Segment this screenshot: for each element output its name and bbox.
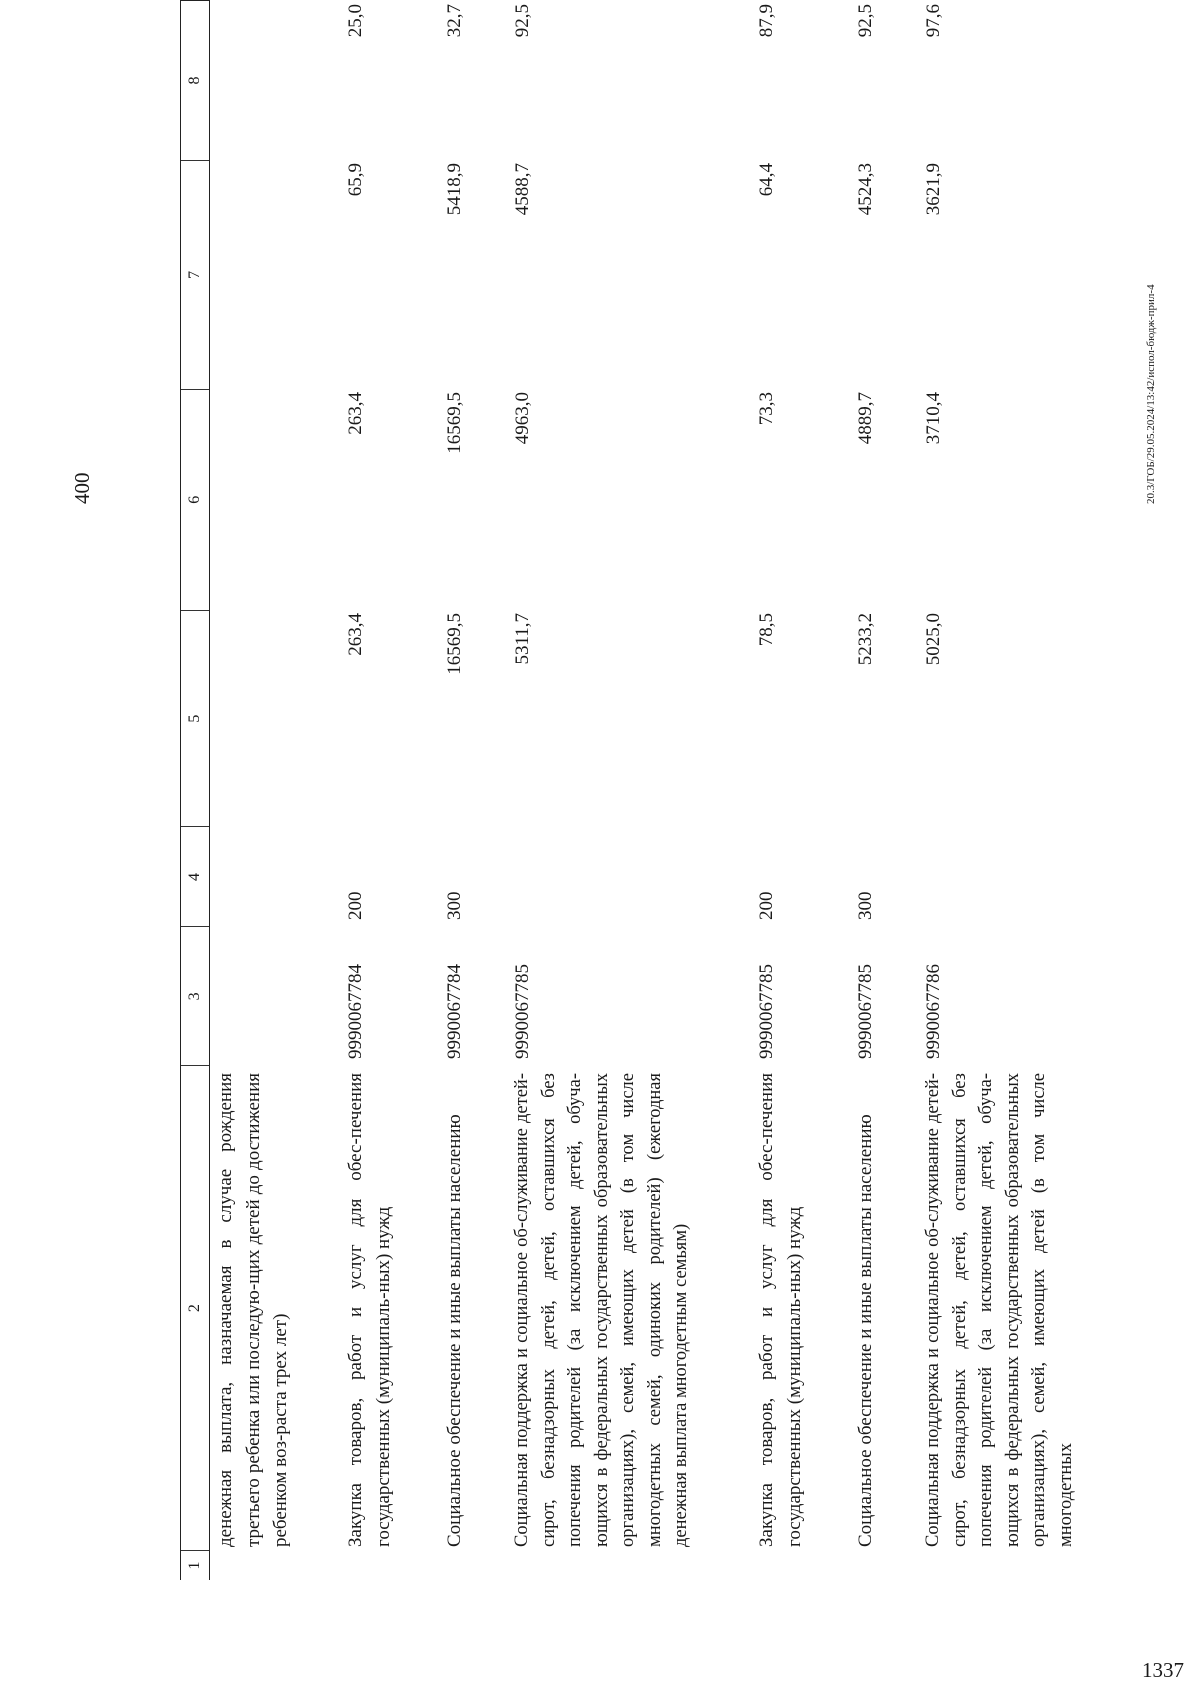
header-cell: 1	[181, 1550, 209, 1580]
cell-type: 200	[345, 891, 366, 920]
cell-value: 263,4	[345, 392, 366, 435]
cell-value: 16569,5	[444, 392, 465, 454]
cell-num	[852, 1550, 920, 1580]
cell-value: 5233,2	[855, 613, 876, 666]
table-row	[342, 0, 441, 1580]
header-cell: 2	[181, 1065, 209, 1550]
cell-code: 9990067784	[345, 964, 366, 1059]
table-row	[852, 0, 920, 1580]
table-row	[509, 0, 753, 1580]
table-row	[920, 0, 1120, 1580]
cell-type	[509, 826, 753, 926]
cell-type: 300	[444, 891, 465, 920]
table-row	[212, 0, 342, 1580]
cell-value: 5025,0	[923, 613, 944, 666]
cell-value: 73,3	[756, 392, 777, 426]
cell-value: 32,7	[444, 4, 465, 38]
cell-value: 4588,7	[512, 163, 533, 216]
cell-value	[212, 388, 342, 609]
cell-value: 263,4	[345, 613, 366, 656]
cell-description: Закупка товаров, работ и услуг для обес-печения государственных (муниципаль-ных) нужд	[345, 1073, 394, 1547]
cell-value: 3621,9	[923, 163, 944, 216]
header-cell: 8	[186, 76, 203, 85]
cell-code	[212, 926, 342, 1065]
cell-value: 64,4	[756, 163, 777, 197]
cell-type: 200	[756, 891, 777, 920]
cell-value: 87,9	[756, 4, 777, 38]
cell-value: 4889,7	[855, 392, 876, 445]
cell-description: денежная выплата, назначаемая в случае рождения третьего ребенка или последую-щих детей до достижения ребенком воз-раста трех лет)	[215, 1073, 291, 1547]
table-header	[180, 0, 210, 1580]
cell-num	[342, 1550, 441, 1580]
cell-value: 3710,4	[923, 392, 944, 445]
page-number-top: 400	[70, 472, 94, 504]
cell-num	[509, 1550, 753, 1580]
cell-value: 25,0	[345, 4, 366, 38]
cell-value: 92,5	[512, 4, 533, 38]
cell-num	[753, 1550, 852, 1580]
cell-code: 9990067786	[923, 964, 944, 1059]
cell-value: 97,6	[923, 4, 944, 38]
cell-description: Закупка товаров, работ и услуг для обес-печения государственных (муниципаль-ных) нужд	[756, 1073, 805, 1547]
cell-num	[920, 1550, 1120, 1580]
cell-description: Социальная поддержка и социальное об-служивание детей-сирот, безнадзорных детей, детей, оставшихся без попечения родителей (за исключением детей, обуча-ющихся в федеральных государственных образовательных организациях), семей, имеющих детей (в том числе многодетных	[923, 1073, 1076, 1547]
cell-value	[212, 609, 342, 826]
cell-code: 9990067785	[756, 964, 777, 1059]
cell-value: 92,5	[855, 4, 876, 38]
cell-type: 300	[855, 891, 876, 920]
cell-value: 4963,0	[512, 392, 533, 445]
cell-num	[212, 1550, 342, 1580]
cell-value	[212, 0, 342, 159]
cell-description: Социальная поддержка и социальное об-служивание детей-сирот, безнадзорных детей, детей, оставшихся без попечения родителей (за исключением детей, обуча-ющихся в федеральных государственных образовательных организациях), семей, имеющих детей (в том числе многодетных семей, одиноких родителей) (ежегодная денежная выплата многодетным семьям)	[512, 1073, 691, 1547]
cell-value: 16569,5	[444, 613, 465, 675]
cell-value: 5311,7	[512, 613, 533, 665]
cell-value: 78,5	[756, 613, 777, 647]
header-cell: 7	[181, 160, 209, 389]
table-row	[441, 0, 509, 1580]
header-cell: 4	[181, 826, 209, 926]
cell-description: Социальное обеспечение и иные выплаты населению	[855, 1114, 876, 1547]
header-cell: 5	[181, 610, 209, 827]
footer-code: 20.3/ГОБ/29.05.2024/13:42/испол-бюдж-прил-4	[1145, 284, 1157, 504]
cell-description: Социальное обеспечение и иные выплаты населению	[444, 1114, 465, 1547]
cell-code: 9990067785	[855, 964, 876, 1059]
cell-value: 4524,3	[855, 163, 876, 216]
header-cell: 6	[181, 389, 209, 610]
cell-num	[441, 1550, 509, 1580]
cell-value: 65,9	[345, 163, 366, 197]
cell-value: 5418,9	[444, 163, 465, 216]
budget-table	[180, 0, 1120, 1580]
cell-code: 9990067785	[512, 964, 533, 1059]
cell-code: 9990067784	[444, 964, 465, 1059]
cell-value	[212, 159, 342, 388]
page-number-side: 1337	[1142, 1658, 1184, 1682]
cell-type	[212, 826, 342, 926]
table-row	[753, 0, 852, 1580]
header-cell: 3	[181, 926, 209, 1065]
cell-type	[920, 826, 1120, 926]
